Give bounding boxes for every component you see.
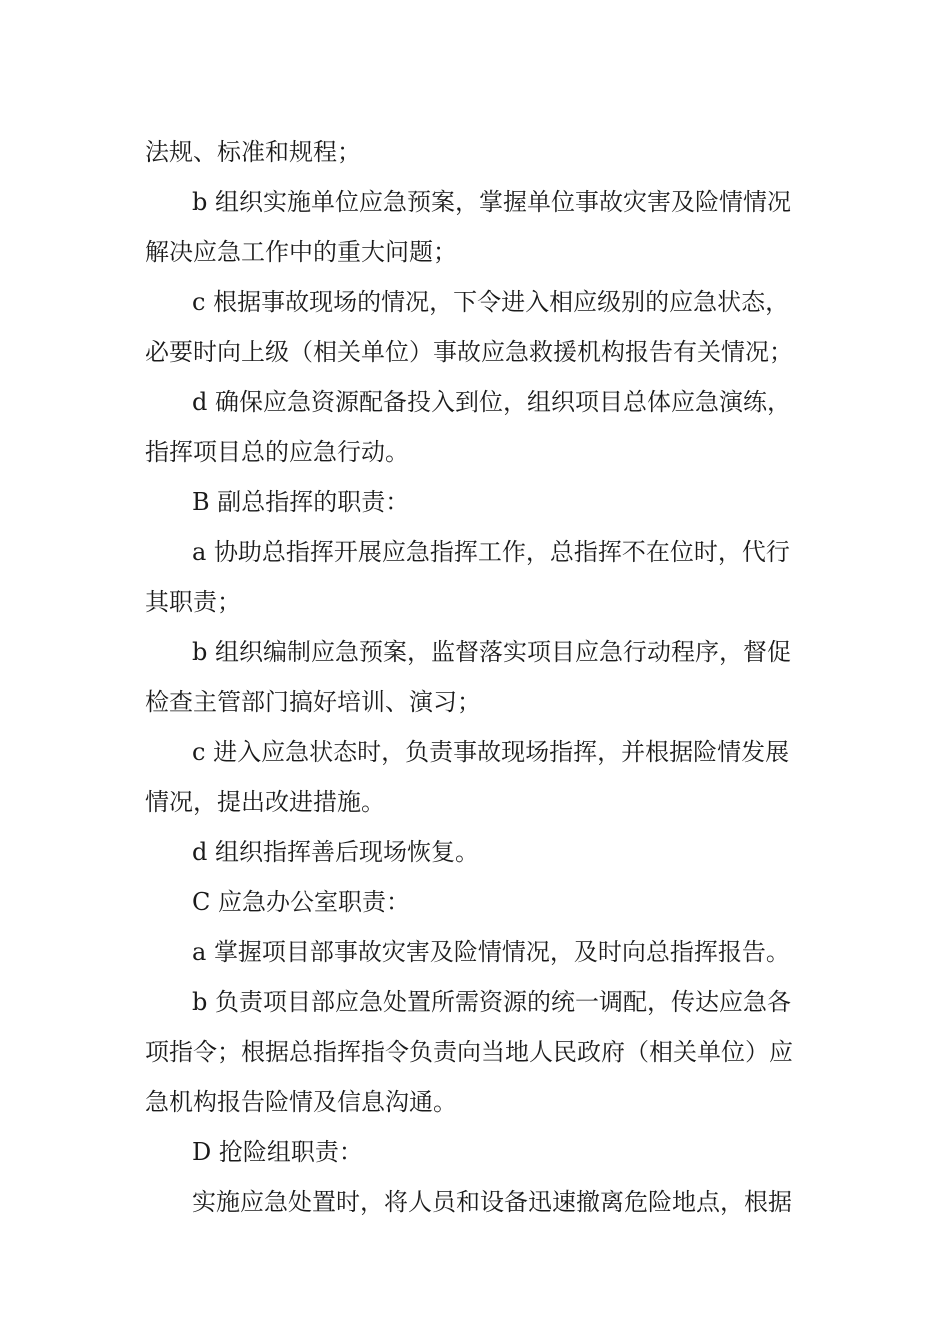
text-line: c 根据事故现场的情况，下令进入相应级别的应急状态， xyxy=(192,288,790,316)
text-line: 项指令；根据总指挥指令负责向当地人民政府（相关单位）应 xyxy=(145,1038,793,1066)
section-heading: D 抢险组职责： xyxy=(192,1138,363,1166)
text-line: d 组织指挥善后现场恢复。 xyxy=(192,838,479,866)
text-line: 指挥项目总的应急行动。 xyxy=(145,438,409,466)
text-line: c 进入应急状态时，负责事故现场指挥，并根据险情发展 xyxy=(192,738,790,766)
text-line: 检查主管部门搞好培训、演习； xyxy=(145,688,481,716)
text-line: d 确保应急资源配备投入到位，组织项目总体应急演练， xyxy=(192,388,791,416)
text-line: 急机构报告险情及信息沟通。 xyxy=(145,1088,457,1116)
text-line: 解决应急工作中的重大问题； xyxy=(145,238,457,266)
text-line: 其职责； xyxy=(145,588,241,616)
text-line: b 负责项目部应急处置所需资源的统一调配，传达应急各 xyxy=(192,988,791,1016)
text-line: 法规、标准和规程； xyxy=(145,138,361,166)
text-line: b 组织编制应急预案，监督落实项目应急行动程序，督促 xyxy=(192,638,791,666)
text-line: 实施应急处置时，将人员和设备迅速撤离危险地点，根据 xyxy=(192,1188,792,1216)
text-line: a 掌握项目部事故灾害及险情情况，及时向总指挥报告。 xyxy=(192,938,790,966)
text-line: 情况，提出改进措施。 xyxy=(145,788,385,816)
text-line: a 协助总指挥开展应急指挥工作，总指挥不在位时，代行 xyxy=(192,538,790,566)
section-heading: C 应急办公室职责： xyxy=(192,888,410,916)
document-body xyxy=(145,127,810,1227)
text-line: 必要时向上级（相关单位）事故应急救援机构报告有关情况； xyxy=(145,338,793,366)
section-heading: B 副总指挥的职责： xyxy=(192,488,410,516)
text-line: b 组织实施单位应急预案，掌握单位事故灾害及险情情况 xyxy=(192,188,791,216)
